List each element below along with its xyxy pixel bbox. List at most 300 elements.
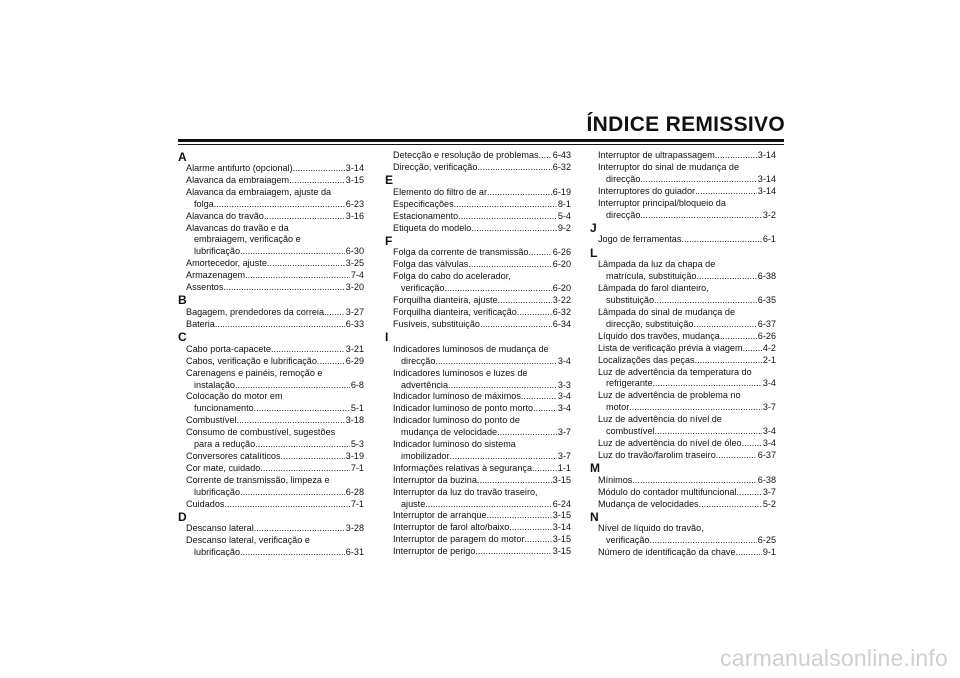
- index-entry: [385, 510, 571, 522]
- index-entry: [385, 487, 571, 511]
- dot-leader: [281, 451, 345, 463]
- index-page-ref: 3-14: [757, 185, 776, 196]
- index-entry: [178, 344, 364, 356]
- index-entry-text: Folga das válvulas: [393, 259, 469, 270]
- index-entry-text: Mínimos: [598, 474, 633, 485]
- index-entry: [178, 187, 364, 211]
- index-entry-text: Forquilha dianteira, verificação: [393, 306, 517, 317]
- index-entry-text: Lâmpada da luz da chapa de: [598, 259, 716, 270]
- index-entry-text: Indicadores luminosos de mudança de: [393, 343, 549, 354]
- dot-leader: [254, 523, 345, 535]
- index-entry-text: Indicador luminoso de ponto morto: [393, 403, 534, 414]
- dot-leader: [448, 380, 557, 392]
- dot-leader: [509, 522, 552, 534]
- index-page-ref: 3-19: [345, 450, 364, 461]
- index-entry-text: Interruptores do guiador: [598, 185, 696, 196]
- index-page-ref: 7-1: [350, 462, 364, 473]
- index-entry: [178, 427, 364, 451]
- index-entry-text: Nível de líquido do travão,: [598, 523, 704, 534]
- index-page-ref: 3-15: [552, 534, 571, 545]
- index-letter-heading: I: [385, 330, 389, 345]
- index-entry-text: direcção, substituição: [606, 318, 694, 329]
- index-entry: [590, 283, 776, 307]
- index-letter-heading: M: [590, 461, 600, 476]
- index-page-ref: 3-7: [557, 427, 571, 438]
- index-entry-text: Carenagens e painéis, remoção e: [186, 367, 323, 378]
- dot-leader: [695, 355, 762, 367]
- index-page-ref: 6-33: [345, 318, 364, 329]
- index-entry: [385, 546, 571, 558]
- dot-leader: [629, 402, 762, 414]
- index-entry-text: ajuste: [401, 498, 426, 509]
- index-entry-text: Descanso lateral: [186, 523, 254, 534]
- index-entry-text: combustível: [606, 426, 655, 437]
- index-page-ref: 3-15: [552, 474, 571, 485]
- index-entry: [385, 247, 571, 259]
- dot-leader: [654, 295, 757, 307]
- index-page-ref: 3-14: [757, 173, 776, 184]
- index-page-ref: 3-15: [345, 174, 364, 185]
- dot-leader: [245, 270, 350, 282]
- index-entry: [385, 368, 571, 392]
- index-page-ref: 3-20: [345, 282, 364, 293]
- index-entry-text: Elemento do filtro de ar: [393, 186, 488, 197]
- dot-leader: [693, 319, 756, 331]
- index-entry: [178, 211, 364, 223]
- dot-leader: [695, 186, 757, 198]
- dot-leader: [742, 438, 762, 450]
- index-entry-text: Folga do cabo do acelerador,: [393, 271, 511, 282]
- index-entry: [385, 271, 571, 295]
- dot-leader: [521, 391, 557, 403]
- dot-leader: [681, 234, 761, 246]
- index-page-ref: 6-37: [757, 318, 776, 329]
- dot-leader: [640, 174, 756, 186]
- dot-leader: [264, 211, 345, 223]
- dot-leader: [444, 283, 551, 295]
- index-page-ref: 6-28: [345, 486, 364, 497]
- index-page-ref: 7-4: [350, 270, 364, 281]
- index-entry-text: Interruptor de perigo: [393, 546, 476, 557]
- index-entry-text: funcionamento: [194, 403, 254, 414]
- index-entry-text: para a redução: [194, 439, 256, 450]
- index-entry-text: Corrente de transmissão, limpeza e: [186, 474, 330, 485]
- index-entry: [178, 223, 364, 259]
- index-entry-text: Interruptor de ultrapassagem: [598, 150, 715, 160]
- index-entry-text: Interruptor de paragem do motor: [393, 534, 525, 545]
- index-page-ref: 2-1: [762, 354, 776, 365]
- index-entry: [178, 319, 364, 331]
- index-entry: [178, 415, 364, 427]
- index-entry: [590, 186, 776, 198]
- index-letter-heading: J: [590, 220, 597, 235]
- index-entry: [590, 414, 776, 438]
- index-entry-text: Alavanca da embraiagem, ajuste da: [186, 186, 332, 197]
- index-page-ref: 8-1: [557, 198, 571, 209]
- index-page-ref: 6-24: [552, 498, 571, 509]
- index-entry: [385, 534, 571, 546]
- dot-leader: [224, 499, 349, 511]
- index-entry: [590, 367, 776, 391]
- index-page-ref: 1-1: [557, 462, 571, 473]
- index-page-ref: 3-4: [557, 403, 571, 414]
- index-page-ref: 6-30: [345, 246, 364, 257]
- index-entry-text: Detecção e resolução de problemas: [393, 150, 539, 160]
- dot-leader: [517, 307, 552, 319]
- index-entry-text: Luz do travão/farolim traseiro: [598, 449, 716, 460]
- index-entry-text: Armazenagem: [186, 270, 246, 281]
- index-entry-text: Interruptor da buzina: [393, 474, 477, 485]
- index-page-ref: 3-7: [762, 402, 776, 413]
- dot-leader: [477, 475, 552, 487]
- index-page-ref: 6-8: [350, 379, 364, 390]
- dot-leader: [720, 331, 757, 343]
- index-page-ref: 3-28: [345, 523, 364, 534]
- index-entry-text: Informações relativas à segurança: [393, 462, 533, 473]
- index-entry: [385, 463, 571, 475]
- title-rule-thick: [178, 139, 784, 142]
- index-page-ref: 3-14: [552, 522, 571, 533]
- dot-leader: [235, 380, 350, 392]
- index-entry-text: Cabo porta-capacete: [186, 343, 271, 354]
- index-letter-heading: N: [590, 509, 599, 524]
- index-letter-heading: F: [385, 233, 393, 248]
- dot-leader: [271, 344, 345, 356]
- index-page-ref: 3-16: [345, 210, 364, 221]
- index-entry-text: Alavanca da embraiagem: [186, 174, 290, 185]
- dot-leader: [715, 150, 757, 162]
- dot-leader: [435, 356, 556, 368]
- dot-leader: [450, 451, 557, 463]
- index-page-ref: 3-4: [762, 378, 776, 389]
- index-entry-text: Alavancas do travão e da: [186, 222, 289, 233]
- index-column-3: [590, 150, 776, 559]
- index-entry: [178, 307, 364, 319]
- dot-leader: [737, 487, 762, 499]
- index-entry-text: Interruptor do sinal de mudança de: [598, 161, 740, 172]
- index-entry: [178, 523, 364, 535]
- index-entry: [590, 523, 776, 547]
- index-page-ref: 6-37: [757, 449, 776, 460]
- index-entry: [178, 499, 364, 511]
- index-entry: [590, 259, 776, 283]
- dot-leader: [475, 546, 551, 558]
- dot-leader: [487, 510, 552, 522]
- index-page-ref: 6-29: [345, 355, 364, 366]
- index-entry-text: Especificações: [393, 198, 454, 209]
- dot-leader: [743, 343, 762, 355]
- index-entry-text: direcção: [606, 209, 641, 220]
- index-entry: [178, 356, 364, 368]
- index-entry-text: Colocação do motor em: [186, 391, 283, 402]
- index-entry: [178, 475, 364, 499]
- index-entry: [590, 547, 776, 559]
- index-page-ref: 6-26: [552, 247, 571, 258]
- dot-leader: [454, 199, 557, 211]
- index-letter-heading: L: [590, 245, 598, 260]
- index-entry: [590, 162, 776, 186]
- index-entry: [385, 319, 571, 331]
- dot-leader: [497, 427, 557, 439]
- index-page-ref: 6-25: [757, 535, 776, 546]
- index-entry-text: Combustível: [186, 415, 237, 426]
- index-entry: [385, 475, 571, 487]
- index-entry-text: Descanso lateral, verificação e: [186, 535, 310, 546]
- dot-leader: [533, 403, 557, 415]
- index-entry-text: Folga da corrente de transmissão: [393, 247, 529, 258]
- index-page-ref: 6-31: [345, 547, 364, 558]
- index-entry-text: Interruptor de arranque: [393, 510, 487, 521]
- index-entry-text: Mudança de velocidades: [598, 498, 699, 509]
- title-rule-thin: [178, 144, 784, 145]
- index-column-1: [178, 150, 364, 559]
- index-page-ref: 3-4: [557, 391, 571, 402]
- index-entry-text: folga: [194, 198, 214, 209]
- index-entry: [385, 187, 571, 199]
- index-entry-text: Cor mate, cuidado: [186, 462, 261, 473]
- index-page-ref: 6-20: [552, 283, 571, 294]
- index-entry: [178, 163, 364, 175]
- index-entry-text: Luz de advertência de problema no: [598, 390, 741, 401]
- index-page-ref: 3-15: [552, 546, 571, 557]
- index-entry: [590, 331, 776, 343]
- index-page-ref: 3-14: [757, 150, 776, 160]
- index-entry: [590, 198, 776, 222]
- index-page-ref: 5-1: [350, 403, 364, 414]
- index-entry-text: Indicador luminoso do ponto de: [393, 415, 520, 426]
- dot-leader: [699, 499, 762, 511]
- dot-leader: [215, 319, 345, 331]
- index-entry-text: direcção: [606, 173, 641, 184]
- index-entry-text: Amortecedor, ajuste: [186, 258, 267, 269]
- index-entry: [385, 403, 571, 415]
- index-entry-text: mudança de velocidade: [401, 427, 498, 438]
- dot-leader: [528, 247, 551, 259]
- index-entry: [385, 391, 571, 403]
- index-page-ref: 6-1: [762, 234, 776, 245]
- index-page-ref: 5-4: [557, 210, 571, 221]
- index-page-ref: 5-3: [350, 439, 364, 450]
- index-entry-text: Módulo do contador multifuncional: [598, 486, 737, 497]
- index-entry: [178, 463, 364, 475]
- index-page-ref: 3-14: [345, 163, 364, 173]
- index-entry: [385, 307, 571, 319]
- index-entry-text: Conversores catalíticos: [186, 450, 281, 461]
- index-entry: [178, 258, 364, 270]
- index-entry: [385, 522, 571, 534]
- index-page-ref: 3-4: [762, 426, 776, 437]
- index-entry-text: Forquilha dianteira, ajuste: [393, 295, 498, 306]
- index-entry: [590, 355, 776, 367]
- index-page-ref: 3-3: [557, 379, 571, 390]
- index-letter-heading: C: [178, 330, 187, 345]
- dot-leader: [237, 415, 345, 427]
- index-entry: [178, 535, 364, 559]
- dot-leader: [471, 223, 556, 235]
- index-page-ref: 9-2: [557, 222, 571, 233]
- index-entry-text: substituição: [606, 295, 655, 306]
- index-entry: [385, 150, 571, 162]
- index-entry-text: Indicadores luminosos e luzes de: [393, 367, 528, 378]
- index-entry: [590, 150, 776, 162]
- index-page-ref: 7-1: [350, 498, 364, 509]
- index-entry-text: lubrificação: [194, 547, 240, 558]
- index-entry: [590, 438, 776, 450]
- dot-leader: [498, 295, 552, 307]
- index-entry-text: lubrificação: [194, 486, 240, 497]
- index-page-ref: 6-19: [552, 186, 571, 197]
- index-page-ref: 3-4: [762, 437, 776, 448]
- index-entry-text: Interruptor da luz do travão traseiro,: [393, 486, 538, 497]
- index-entry-text: instalação: [194, 379, 235, 390]
- index-entry: [385, 259, 571, 271]
- index-page-ref: 6-32: [552, 306, 571, 317]
- index-entry-text: Localizações das peças: [598, 354, 695, 365]
- dot-leader: [425, 499, 552, 511]
- index-entry: [590, 390, 776, 414]
- dot-leader: [632, 475, 756, 487]
- dot-leader: [468, 259, 551, 271]
- dot-leader: [532, 463, 557, 475]
- dot-leader: [223, 282, 344, 294]
- index-entry-text: Consumo de combustível, sugestões: [186, 427, 336, 438]
- index-page-ref: 3-2: [762, 209, 776, 220]
- index-entry-text: Número de identificação da chave: [598, 547, 736, 558]
- dot-leader: [655, 426, 762, 438]
- index-entry: [178, 282, 364, 294]
- index-letter-heading: B: [178, 293, 187, 308]
- index-entry-text: Cabos, verificação e lubrificação: [186, 355, 317, 366]
- index-entry: [385, 211, 571, 223]
- index-entry-text: Indicador luminoso de máximos: [393, 391, 521, 402]
- dot-leader: [477, 162, 551, 174]
- index-page-ref: 6-35: [757, 295, 776, 306]
- dot-leader: [260, 463, 350, 475]
- index-page-ref: 6-20: [552, 259, 571, 270]
- index-entry: [178, 270, 364, 282]
- index-entry-text: Cuidados: [186, 498, 225, 509]
- index-entry: [385, 344, 571, 368]
- dot-leader: [653, 378, 762, 390]
- index-letter-heading: D: [178, 509, 187, 524]
- index-entry-text: direcção: [401, 355, 436, 366]
- index-entry: [590, 307, 776, 331]
- index-letter-heading: A: [178, 149, 187, 164]
- index-entry: [385, 295, 571, 307]
- dot-leader: [716, 450, 757, 462]
- index-page-ref: 6-34: [552, 318, 571, 329]
- index-page-ref: 6-38: [757, 271, 776, 282]
- index-entry-text: Indicador luminoso do sistema: [393, 439, 516, 450]
- index-page-ref: 3-27: [345, 306, 364, 317]
- index-entry-text: imobilizador: [401, 450, 450, 461]
- watermark: carmanualsonline.info: [720, 645, 948, 671]
- index-page-ref: 6-23: [345, 198, 364, 209]
- index-letter-heading: E: [385, 173, 394, 188]
- dot-leader: [214, 199, 345, 211]
- index-entry-text: Alavanca do travão: [186, 210, 264, 221]
- index-entry: [385, 199, 571, 211]
- dot-leader: [696, 271, 756, 283]
- dot-leader: [649, 535, 756, 547]
- index-entry-text: refrigerante: [606, 378, 653, 389]
- dot-leader: [736, 547, 762, 559]
- index-entry-text: matrícula, substituição: [606, 271, 697, 282]
- index-page-ref: 3-18: [345, 415, 364, 426]
- dot-leader: [240, 246, 345, 258]
- index-entry-text: motor: [606, 402, 630, 413]
- index-page-ref: 4-2: [762, 342, 776, 353]
- dot-leader: [293, 163, 345, 175]
- index-entry-text: Luz de advertência do nível de: [598, 414, 722, 425]
- index-entry-text: Etiqueta do modelo: [393, 222, 472, 233]
- index-entry-text: verificação: [401, 283, 445, 294]
- dot-leader: [289, 175, 345, 187]
- dot-leader: [267, 258, 345, 270]
- index-entry: [590, 234, 776, 246]
- index-page-ref: 3-22: [552, 295, 571, 306]
- dot-leader: [524, 534, 551, 546]
- index-entry-text: Bateria: [186, 318, 215, 329]
- index-page-ref: 3-7: [557, 450, 571, 461]
- index-entry-text: Lâmpada do sinal de mudança de: [598, 306, 736, 317]
- dot-leader: [255, 439, 350, 451]
- index-entry-text: Luz de advertência do nível de óleo: [598, 437, 742, 448]
- dot-leader: [254, 403, 350, 415]
- dot-leader: [458, 211, 557, 223]
- index-page-ref: 5-2: [762, 498, 776, 509]
- index-entry-text: Líquido dos travões, mudança: [598, 330, 720, 341]
- index-page-ref: 6-43: [552, 150, 571, 160]
- index-entry: [590, 499, 776, 511]
- index-entry: [590, 343, 776, 355]
- index-entry-text: Lista de verificação prévia à viagem: [598, 342, 743, 353]
- dot-leader: [539, 150, 552, 162]
- dot-leader: [240, 547, 345, 559]
- index-entry-text: lubrificação: [194, 246, 240, 257]
- dot-leader: [487, 187, 552, 199]
- index-entry: [590, 475, 776, 487]
- index-entry: [385, 223, 571, 235]
- index-entry-text: Jogo de ferramentas: [598, 234, 682, 245]
- index-entry: [178, 391, 364, 415]
- index-entry-text: Luz de advertência da temperatura do: [598, 366, 752, 377]
- index-entry: [385, 162, 571, 174]
- index-entry-text: Direcção, verificação: [393, 161, 478, 172]
- index-entry-text: Bagagem, prendedores da correia: [186, 306, 325, 317]
- dot-leader: [480, 319, 552, 331]
- index-page-ref: 6-26: [757, 330, 776, 341]
- page-title: ÍNDICE REMISSIVO: [586, 113, 785, 136]
- index-page-ref: 3-21: [345, 343, 364, 354]
- index-page-ref: 3-15: [552, 510, 571, 521]
- index-page-ref: 3-25: [345, 258, 364, 269]
- index-entry-text: verificação: [606, 535, 650, 546]
- index-entry-text: advertência: [401, 379, 449, 390]
- index-entry: [590, 450, 776, 462]
- index-entry-text: Interruptor principal/bloqueio da: [598, 197, 726, 208]
- index-entry-text: Fusíveis, substituição: [393, 318, 480, 329]
- index-entry-text: Estacionamento: [393, 210, 459, 221]
- index-entry: [590, 487, 776, 499]
- index-entry: [385, 415, 571, 439]
- dot-leader: [640, 210, 761, 222]
- index-page-ref: 3-4: [557, 355, 571, 366]
- index-entry: [178, 175, 364, 187]
- dot-leader: [240, 487, 345, 499]
- index-entry-text: Lâmpada do farol dianteiro,: [598, 283, 709, 294]
- index-entry-text: embraiagem, verificação e: [194, 234, 301, 245]
